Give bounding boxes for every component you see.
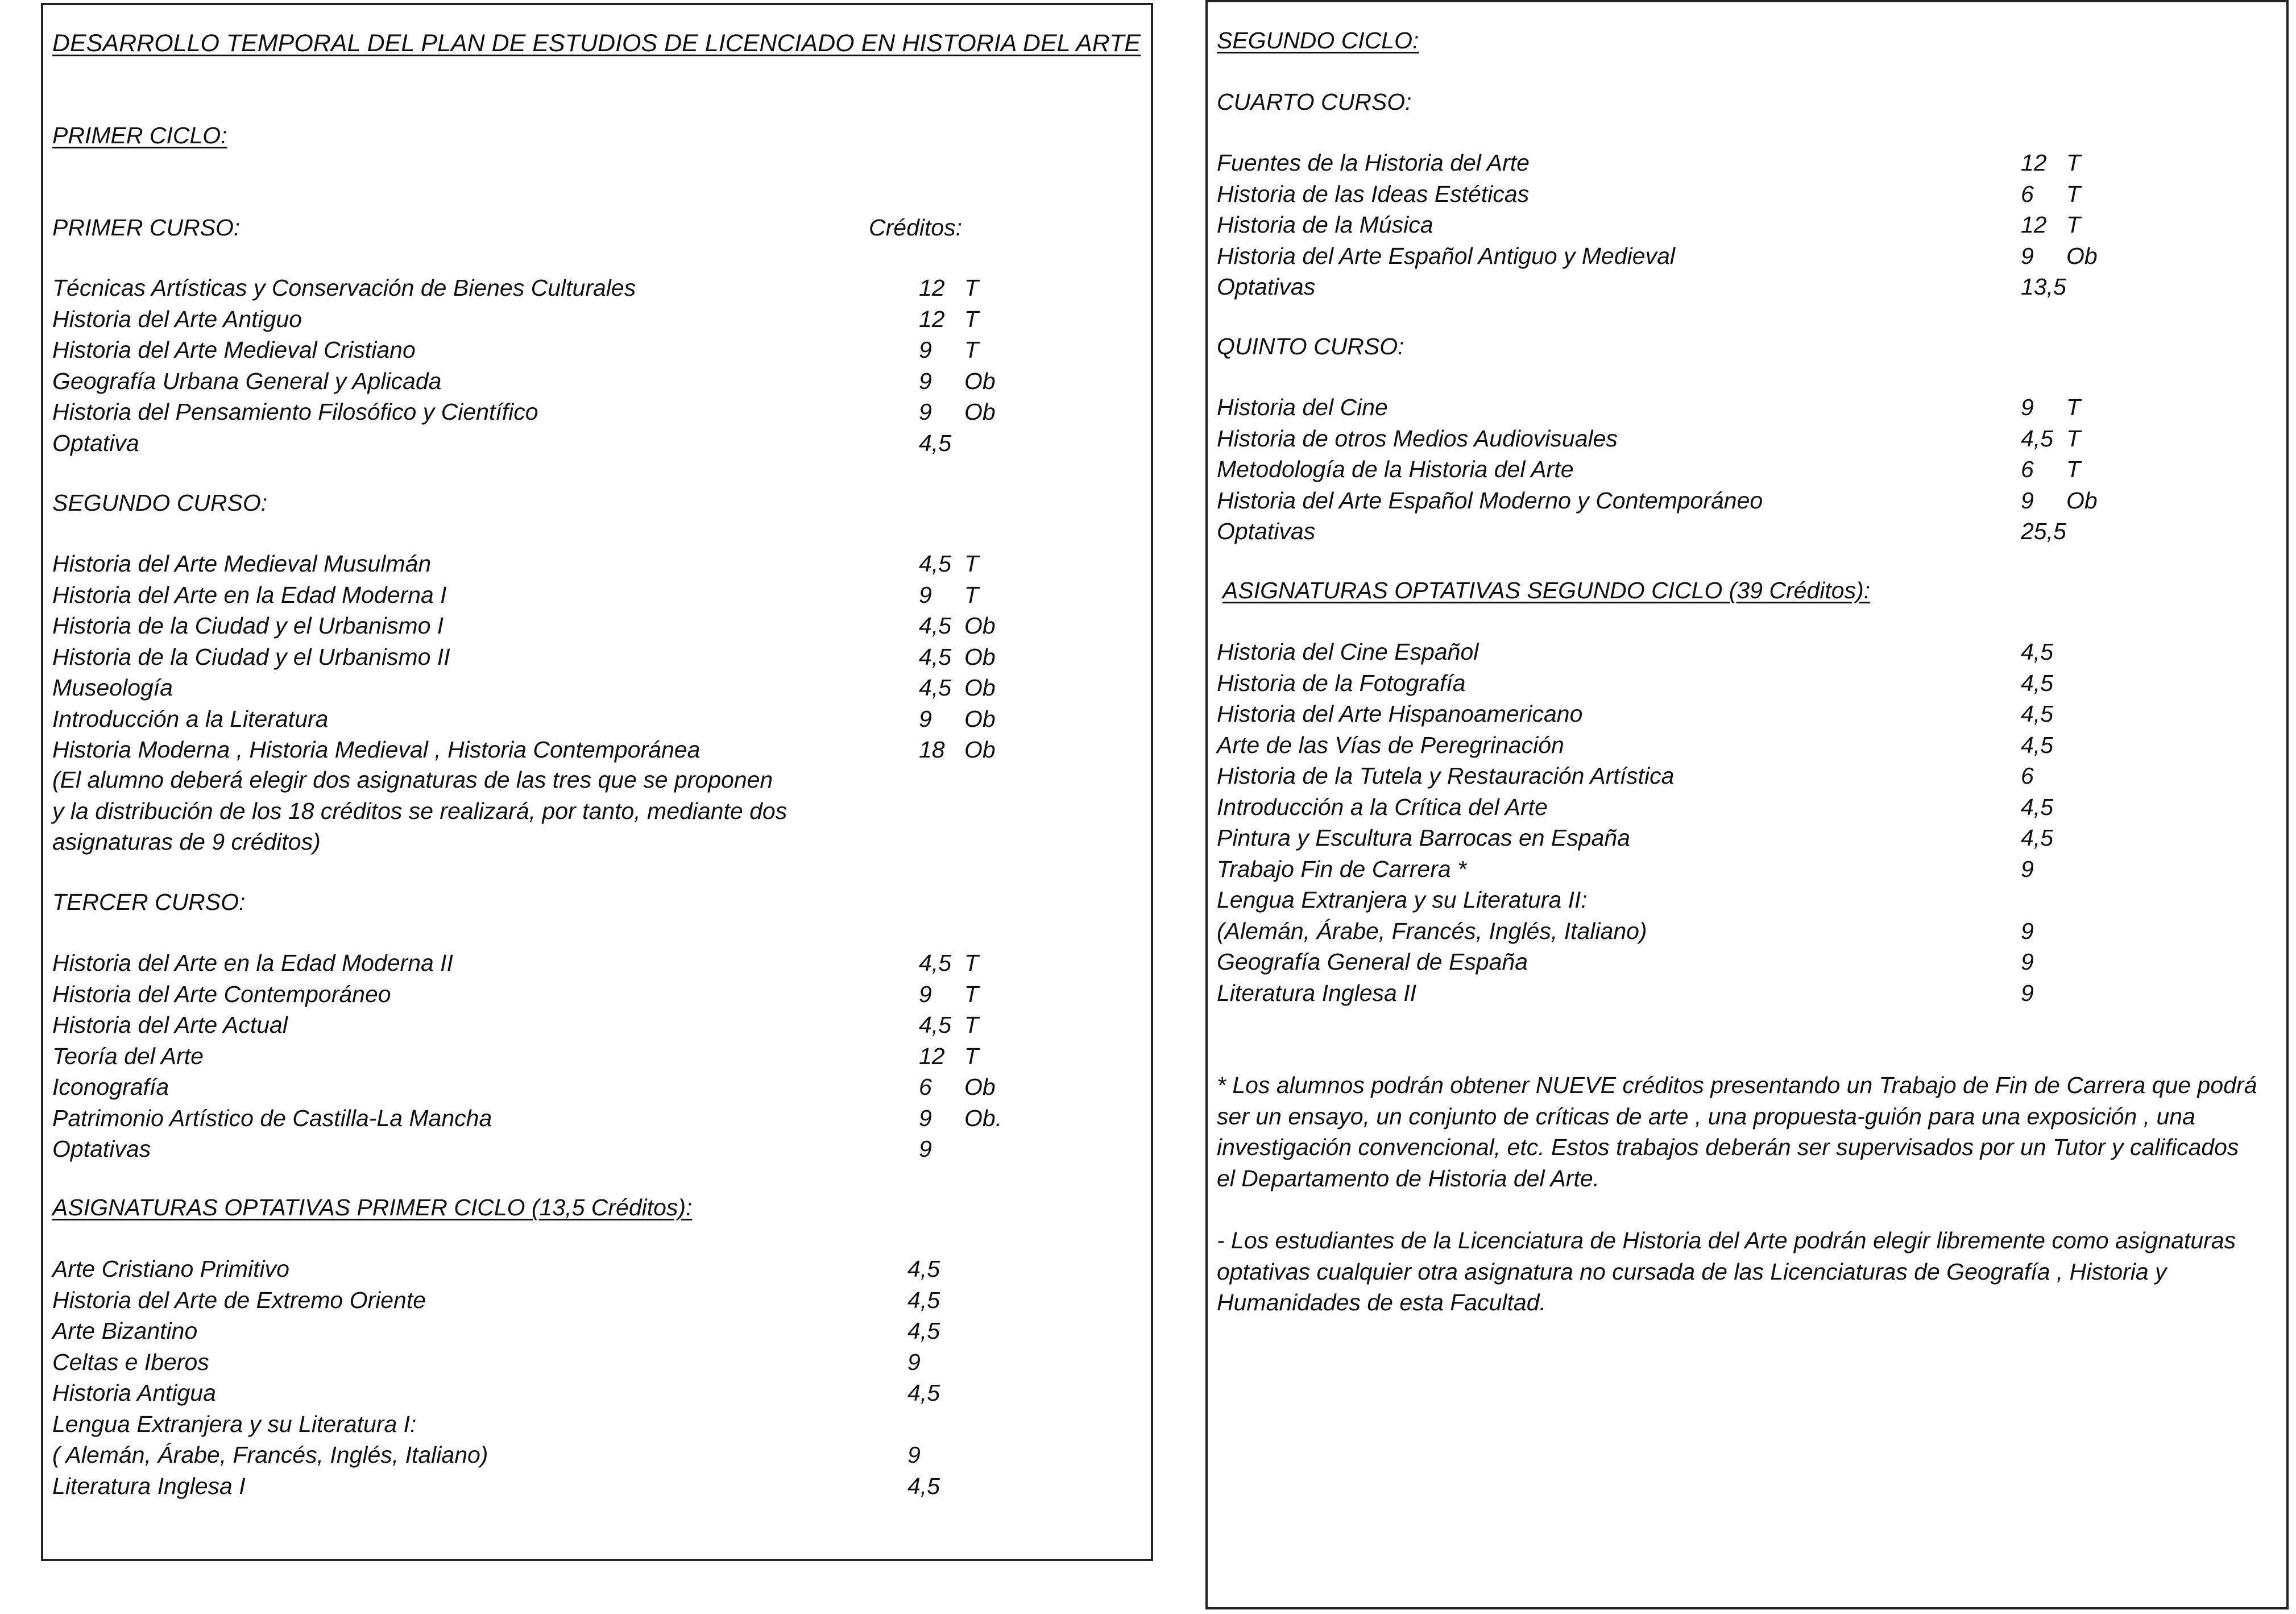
optativa-row-name: (Alemán, Árabe, Francés, Inglés, Italiano) (1217, 917, 1647, 944)
segundo-curso-note-line: (El alumno deberá elegir dos asignaturas de las tres que se proponen (52, 767, 773, 793)
course-row-name: Teoría del Arte (52, 1042, 204, 1069)
course-row-name: Historia de las Ideas Estéticas (1217, 180, 1530, 207)
course-row-name: Historia del Arte Español Moderno y Contemporáneo (1217, 487, 1763, 514)
course-row-credits: 13,5 (2021, 274, 2066, 300)
optativa-row-credits: 9 (2021, 949, 2034, 975)
optativa-row-name: Pintura y Escultura Barrocas en España (1217, 825, 1630, 851)
optativa-row-credits: 4,5 (2021, 825, 2053, 851)
course-row-name: Historia del Arte Contemporáneo (52, 980, 391, 1007)
optativa-row-name: Historia de la Tutela y Restauración Artística (1217, 763, 1675, 789)
course-row-type: Ob (2066, 487, 2098, 514)
course-row-type: Ob (964, 674, 996, 701)
course-row-credits: 9 (919, 1136, 932, 1162)
course-row-name: Historia del Arte Medieval Cristiano (52, 337, 416, 363)
course-row-name: Optativas (52, 1136, 151, 1162)
course-row-name: Historia del Arte Antiguo (52, 305, 302, 332)
course-row-name: Metodología de la Historia del Arte (1217, 456, 1574, 482)
optativa-row-name: Historia del Arte de Extremo Oriente (52, 1286, 426, 1313)
course-row-type: Ob (964, 399, 996, 425)
optativa-row-name: Geografía General de España (1217, 949, 1528, 975)
course-row-name: Historia de la Música (1217, 212, 1433, 238)
optativa-row-credits: 9 (2021, 979, 2034, 1006)
document-title: DESARROLLO TEMPORAL DEL PLAN DE ESTUDIOS DE LICENCIADO EN HISTORIA DEL ARTE (52, 30, 1141, 57)
optativa-row-credits: 4,5 (2021, 701, 2053, 727)
optativa-row-credits: 4,5 (907, 1318, 940, 1344)
creditos-label: Créditos: (869, 214, 963, 241)
optativa-row-name: Lengua Extranjera y su Literatura I: (52, 1410, 417, 1437)
course-row-type: Ob. (964, 1104, 1002, 1131)
course-row-credits: 9 (919, 337, 932, 363)
course-row-credits: 12 (2021, 212, 2047, 238)
optativa-row-credits: 9 (907, 1348, 921, 1375)
course-row-credits: 4,5 (919, 551, 951, 577)
course-row-name: Historia del Arte Medieval Musulmán (52, 551, 432, 577)
course-row-credits: 12 (919, 1042, 945, 1069)
optativa-row-credits: 9 (2021, 917, 2034, 944)
footnote-line: ser un ensayo, un conjunto de críticas de arte , una propuesta-guión para una exposición , una (1217, 1103, 2195, 1129)
optativa-row-credits: 4,5 (2021, 639, 2053, 665)
course-row-type: T (964, 1012, 979, 1038)
optativa-row-name: Arte Cristiano Primitivo (52, 1256, 289, 1282)
optativa-row-credits: 4,5 (907, 1472, 940, 1499)
footnote-line: * Los alumnos podrán obtener NUEVE créditos presentando un Trabajo de Fin de Carrera que podrá (1217, 1072, 2257, 1098)
course-row-credits: 9 (2021, 394, 2034, 420)
course-row-name: Patrimonio Artístico de Castilla-La Mancha (52, 1104, 492, 1131)
course-row-type: T (964, 305, 979, 332)
optativa-row-name: ( Alemán, Árabe, Francés, Inglés, Italiano) (52, 1442, 488, 1468)
optativa-row-credits: 6 (2021, 763, 2034, 789)
free-choice-note-line: - Los estudiantes de la Licenciatura de Historia del Arte podrán elegir libremente como asignaturas (1217, 1227, 2236, 1253)
course-row-name: Técnicas Artísticas y Conservación de Bienes Culturales (52, 275, 636, 301)
course-row-credits: 9 (919, 367, 932, 394)
optativa-row-name: Introducción a la Crítica del Arte (1217, 793, 1548, 820)
course-row-type: T (964, 950, 979, 976)
course-row-credits: 4,5 (2021, 425, 2053, 452)
quinto-curso-heading: QUINTO CURSO: (1217, 333, 1404, 359)
optativa-row-name: Historia del Cine Español (1217, 639, 1479, 665)
course-row-credits: 4,5 (919, 950, 951, 976)
course-row-type: Ob (964, 613, 996, 639)
course-row-credits: 12 (2021, 150, 2047, 176)
course-row-credits: 18 (919, 736, 945, 763)
tercer-curso-heading: TERCER CURSO: (52, 889, 246, 915)
course-row-credits: 9 (2021, 242, 2034, 269)
free-choice-note-line: optativas cualquier otra asignatura no cursada de las Licenciaturas de Geografía , Historia y (1217, 1258, 2167, 1285)
primer-ciclo-heading: PRIMER CICLO: (52, 122, 227, 148)
optativa-row-name: Historia del Arte Hispanoamericano (1217, 701, 1583, 727)
course-row-type: Ob (964, 736, 996, 763)
course-row-name: Historia del Arte Actual (52, 1012, 288, 1038)
right-page-panel (1205, 0, 2289, 1609)
course-row-type: T (2066, 212, 2081, 238)
segundo-curso-note-line: asignaturas de 9 créditos) (52, 829, 321, 855)
course-row-credits: 9 (919, 705, 932, 732)
course-row-type: T (2066, 456, 2081, 482)
segundo-curso-heading: SEGUNDO CURSO: (52, 490, 268, 516)
course-row-type: T (964, 1042, 979, 1069)
course-row-credits: 9 (919, 1104, 932, 1131)
optativa-row-credits: 9 (2021, 855, 2034, 882)
course-row-name: Historia del Arte en la Edad Moderna I (52, 581, 447, 608)
course-row-credits: 4,5 (919, 429, 951, 456)
segundo-curso-note-line: y la distribución de los 18 créditos se realizará, por tanto, mediante dos (52, 797, 788, 824)
primer-curso-heading: PRIMER CURSO: (52, 214, 241, 241)
course-row-type: T (964, 275, 979, 301)
course-row-name: Optativas (1217, 274, 1316, 300)
course-row-credits: 9 (919, 980, 932, 1007)
optativa-row-name: Celtas e Iberos (52, 1348, 209, 1375)
optativa-row-name: Literatura Inglesa I (52, 1472, 246, 1499)
course-row-type: Ob (964, 367, 996, 394)
footnote-line: el Departamento de Historia del Arte. (1217, 1165, 1600, 1191)
course-row-type: Ob (964, 643, 996, 670)
free-choice-note-line: Humanidades de esta Facultad. (1217, 1289, 1546, 1315)
course-row-name: Historia de la Ciudad y el Urbanismo I (52, 613, 444, 639)
optativa-row-name: Arte Bizantino (52, 1318, 198, 1344)
course-row-type: T (964, 337, 979, 363)
course-row-name: Introducción a la Literatura (52, 705, 329, 732)
course-row-credits: 9 (919, 399, 932, 425)
course-row-credits: 6 (2021, 180, 2034, 207)
course-row-credits: 4,5 (919, 613, 951, 639)
optativas-segundo-heading: ASIGNATURAS OPTATIVAS SEGUNDO CICLO (39 Créditos): (1222, 577, 1871, 603)
optativa-row-credits: 4,5 (907, 1286, 940, 1313)
course-row-name: Optativas (1217, 518, 1316, 544)
course-row-type: Ob (2066, 242, 2098, 269)
course-row-type: T (964, 581, 979, 608)
course-row-credits: 4,5 (919, 643, 951, 670)
course-row-name: Historia del Arte Español Antiguo y Medieval (1217, 242, 1675, 269)
course-row-name: Museología (52, 674, 173, 701)
optativa-row-name: Lengua Extranjera y su Literatura II: (1217, 887, 1588, 913)
optativa-row-name: Literatura Inglesa II (1217, 979, 1416, 1006)
course-row-credits: 9 (919, 581, 932, 608)
optativa-row-credits: 4,5 (907, 1256, 940, 1282)
footnote-line: investigación convencional, etc. Estos trabajos deberán ser supervisados por un Tutor y calificados (1217, 1134, 2239, 1160)
course-row-type: Ob (964, 1074, 996, 1100)
course-row-credits: 6 (2021, 456, 2034, 482)
course-row-credits: 9 (2021, 487, 2034, 514)
course-row-name: Geografía Urbana General y Aplicada (52, 367, 442, 394)
course-row-type: T (2066, 150, 2081, 176)
course-row-type: Ob (964, 705, 996, 732)
optativa-row-name: Historia de la Fotografía (1217, 669, 1466, 696)
course-row-name: Historia del Cine (1217, 394, 1388, 420)
course-row-name: Iconografía (52, 1074, 169, 1100)
course-row-name: Historia del Arte en la Edad Moderna II (52, 950, 453, 976)
course-row-credits: 4,5 (919, 1012, 951, 1038)
course-row-name: Historia de otros Medios Audiovisuales (1217, 425, 1618, 452)
course-row-name: Historia del Pensamiento Filosófico y Científico (52, 399, 538, 425)
course-row-type: T (964, 980, 979, 1007)
left-page-panel (41, 3, 1153, 1561)
course-row-name: Historia Moderna , Historia Medieval , Historia Contemporánea (52, 736, 701, 763)
course-row-credits: 6 (919, 1074, 932, 1100)
course-row-credits: 25,5 (2021, 518, 2066, 544)
optativa-row-credits: 4,5 (2021, 793, 2053, 820)
optativa-row-credits: 4,5 (2021, 731, 2053, 758)
course-row-name: Optativa (52, 429, 139, 456)
optativa-row-credits: 4,5 (2021, 669, 2053, 696)
course-row-type: T (964, 551, 979, 577)
course-row-credits: 12 (919, 275, 945, 301)
course-row-credits: 4,5 (919, 674, 951, 701)
course-row-credits: 12 (919, 305, 945, 332)
optativa-row-name: Arte de las Vías de Peregrinación (1217, 731, 1564, 758)
cuarto-curso-heading: CUARTO CURSO: (1217, 89, 1412, 115)
optativas-primer-heading: ASIGNATURAS OPTATIVAS PRIMER CICLO (13,5 Créditos): (52, 1194, 693, 1220)
segundo-ciclo-heading: SEGUNDO CICLO: (1217, 27, 1419, 53)
optativa-row-name: Historia Antigua (52, 1380, 216, 1406)
course-row-type: T (2066, 180, 2081, 207)
optativa-row-credits: 9 (907, 1442, 921, 1468)
optativa-row-name: Trabajo Fin de Carrera * (1217, 855, 1467, 882)
course-row-type: T (2066, 394, 2081, 420)
course-row-name: Historia de la Ciudad y el Urbanismo II (52, 643, 450, 670)
course-row-name: Fuentes de la Historia del Arte (1217, 150, 1530, 176)
optativa-row-credits: 4,5 (907, 1380, 940, 1406)
course-row-type: T (2066, 425, 2081, 452)
